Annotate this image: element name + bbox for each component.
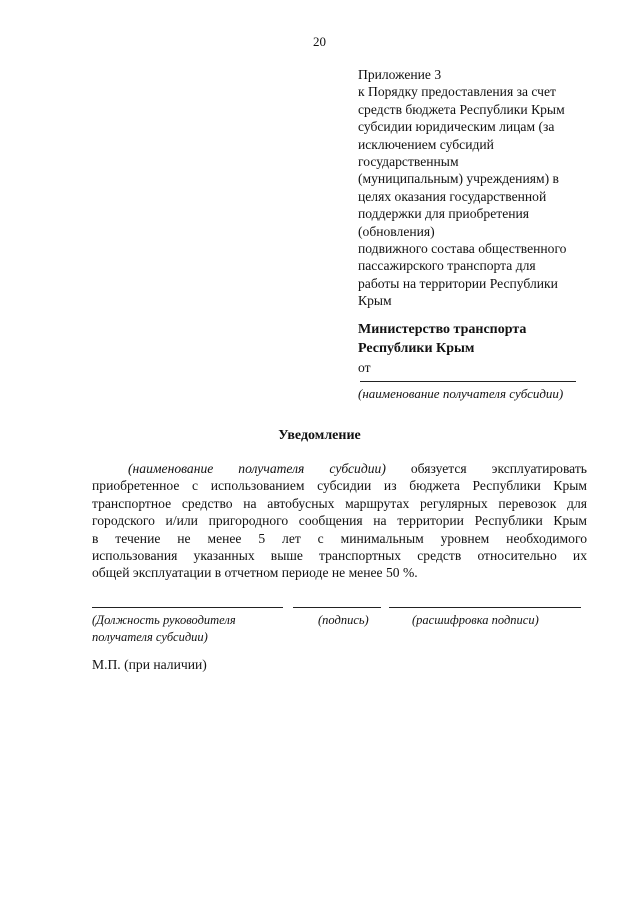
stamp-label: М.П. (при наличии) bbox=[92, 657, 207, 672]
appendix-line: (муниципальным) учреждениям) в bbox=[358, 171, 559, 187]
appendix-line: субсидии юридическим лицам (за bbox=[358, 119, 555, 135]
notice-line: транспортное средство на автобусных маршрутах регулярных перевозок для bbox=[92, 495, 587, 511]
notice-line: городского и/или пригородного сообщения на территории Республики Крым bbox=[92, 513, 587, 529]
signature-line bbox=[293, 607, 381, 608]
appendix-line: Приложение 3 bbox=[358, 67, 442, 82]
recipient-placeholder: (наименование получателя субсидии) bbox=[128, 461, 386, 476]
decoding-signature-line bbox=[389, 607, 581, 608]
notice-line: в течение не менее 5 лет с минимальным уровнем необходимого bbox=[92, 530, 587, 546]
notice-first-line bbox=[92, 460, 587, 477]
position-signature-line bbox=[92, 607, 283, 608]
appendix-line: целях оказания государственной bbox=[358, 188, 547, 204]
notice-title: Уведомление bbox=[278, 428, 361, 443]
appendix-line: средств бюджета Республики Крым bbox=[358, 101, 565, 117]
from-label: от bbox=[358, 360, 371, 375]
appendix-line: Крым bbox=[358, 293, 392, 309]
notice-text: обязуется эксплуатировать bbox=[410, 461, 587, 476]
notice-line: использования указанных выше транспортных средств относительно их bbox=[92, 548, 587, 564]
position-caption bbox=[92, 612, 236, 646]
appendix-line: государственным bbox=[358, 154, 459, 170]
addressee-line: Министерство транспорта bbox=[358, 322, 527, 337]
decoding-caption: (расшифровка подписи) bbox=[412, 613, 539, 627]
notice-body bbox=[92, 460, 587, 582]
appendix-line: исключением субсидий bbox=[358, 136, 494, 152]
page-number: 20 bbox=[313, 34, 326, 49]
notice-line: общей эксплуатации в отчетном периоде не менее 50 %. bbox=[92, 565, 418, 581]
appendix-line: к Порядку предоставления за счет bbox=[358, 84, 556, 100]
position-caption-line: получателя субсидии) bbox=[92, 630, 208, 644]
recipient-hint: (наименование получателя субсидии) bbox=[358, 386, 564, 401]
appendix-line: (обновления) bbox=[358, 223, 435, 239]
position-caption-line: (Должность руководителя bbox=[92, 613, 236, 627]
appendix-line: пассажирского транспорта для bbox=[358, 258, 536, 274]
appendix-block bbox=[358, 66, 598, 310]
appendix-line: работы на территории Республики bbox=[358, 275, 558, 291]
appendix-line: подвижного состава общественного bbox=[358, 241, 567, 257]
addressee-line: Республики Крым bbox=[358, 341, 475, 356]
notice-line: приобретенное с использованием субсидии из бюджета Республики Крым bbox=[92, 478, 587, 494]
recipient-line bbox=[360, 381, 576, 382]
appendix-line: поддержки для приобретения bbox=[358, 206, 530, 222]
signature-caption: (подпись) bbox=[318, 613, 369, 627]
addressee-block bbox=[358, 320, 598, 377]
